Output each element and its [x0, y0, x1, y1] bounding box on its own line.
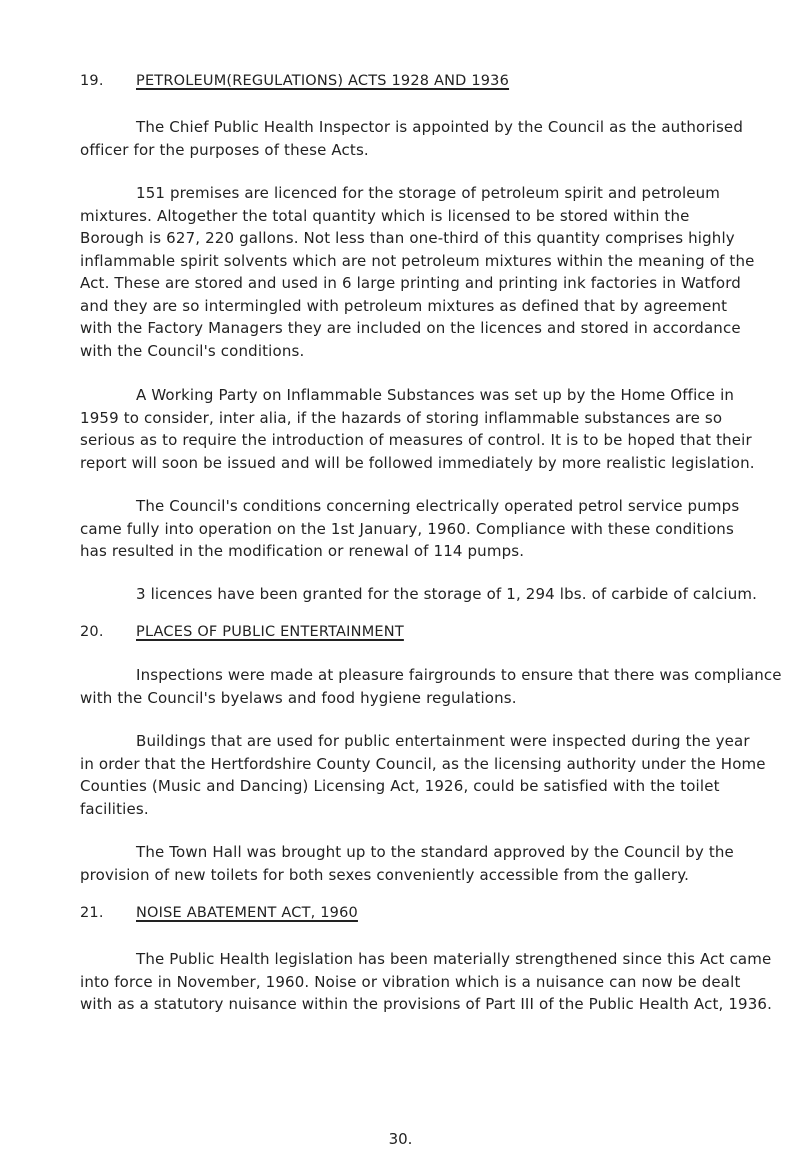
text-line: with the Council's conditions.	[80, 341, 305, 360]
text-line: facilities.	[80, 799, 149, 818]
section-heading-21	[80, 905, 358, 921]
text-line: Act. These are stored and used in 6 large printing and printing ink factories in Watford	[80, 274, 741, 292]
paragraph	[80, 495, 760, 563]
text-line: A Working Party on Inflammable Substances was set up by the Home Office in	[136, 386, 735, 404]
text-line: with as a statutory nuisance within the provisions of Part III of the Public Health Act, 1936.	[80, 995, 773, 1013]
paragraph	[80, 384, 760, 474]
text-line: Counties (Music and Dancing) Licensing Act, 1926, could be satisfied with the toilet	[80, 777, 720, 795]
text-line: officer for the purposes of these Acts.	[80, 140, 369, 159]
section-heading-19	[80, 73, 509, 89]
text-line: The Council's conditions concerning electrically operated petrol service pumps	[136, 497, 740, 515]
text-line: The Public Health legislation has been materially strengthened since this Act came	[136, 950, 772, 968]
text-line: Inspections were made at pleasure fairgrounds to ensure that there was compliance	[136, 666, 782, 684]
text-line: into force in November, 1960. Noise or vibration which is a nuisance can now be dealt	[80, 972, 741, 991]
paragraph	[80, 182, 760, 362]
text-line: 1959 to consider, inter alia, if the hazards of storing inflammable substances are so	[80, 408, 723, 427]
paragraph	[80, 841, 760, 886]
text-line: serious as to require the introduction of measures of control. It is to be hoped that their	[80, 431, 752, 449]
paragraph	[80, 583, 760, 606]
text-line: inflammable spirit solvents which are not petroleum mixtures within the meaning of the	[80, 251, 755, 270]
text-line: report will soon be issued and will be followed immediately by more realistic legislation.	[80, 453, 755, 472]
page-number: 30.	[388, 1130, 413, 1148]
text-line: mixtures. Altogether the total quantity which is licensed to be stored within the	[80, 206, 690, 225]
text-line: provision of new toilets for both sexes conveniently accessible from the gallery.	[80, 865, 690, 884]
text-line: The Chief Public Health Inspector is appointed by the Council as the authorised	[136, 118, 743, 136]
text-line: has resulted in the modification or renewal of 114 pumps.	[80, 542, 525, 560]
paragraph	[80, 116, 760, 161]
text-line: 3 licences have been granted for the storage of 1, 294 lbs. of carbide of calcium.	[136, 585, 758, 603]
text-line: with the Council's byelaws and food hygiene regulations.	[80, 688, 517, 707]
section-title: PLACES OF PUBLIC ENTERTAINMENT	[136, 624, 404, 640]
text-line: Borough is 627, 220 gallons. Not less than one-third of this quantity comprises highly	[80, 229, 735, 247]
section-number: 20.	[80, 624, 104, 640]
paragraph	[80, 730, 766, 820]
paragraph	[80, 948, 773, 1016]
paragraph	[80, 664, 782, 709]
text-line: The Town Hall was brought up to the standard approved by the Council by the	[136, 843, 734, 861]
section-number: 19.	[80, 73, 104, 89]
text-line: Buildings that are used for public entertainment were inspected during the year	[136, 732, 750, 750]
text-line: in order that the Hertfordshire County Council, as the licensing authority under the Home	[80, 754, 766, 773]
section-number: 21.	[80, 905, 104, 921]
text-line: came fully into operation on the 1st January, 1960. Compliance with these conditions	[80, 519, 734, 538]
text-line: with the Factory Managers they are included on the licences and stored in accordance	[80, 319, 741, 337]
section-title: PETROLEUM(REGULATIONS) ACTS 1928 AND 1936	[136, 73, 510, 89]
text-line: 151 premises are licenced for the storage of petroleum spirit and petroleum	[136, 184, 721, 202]
section-title: NOISE ABATEMENT ACT, 1960	[136, 905, 358, 921]
section-heading-20	[80, 624, 404, 640]
text-line: and they are so intermingled with petroleum mixtures as defined that by agreement	[80, 296, 728, 315]
